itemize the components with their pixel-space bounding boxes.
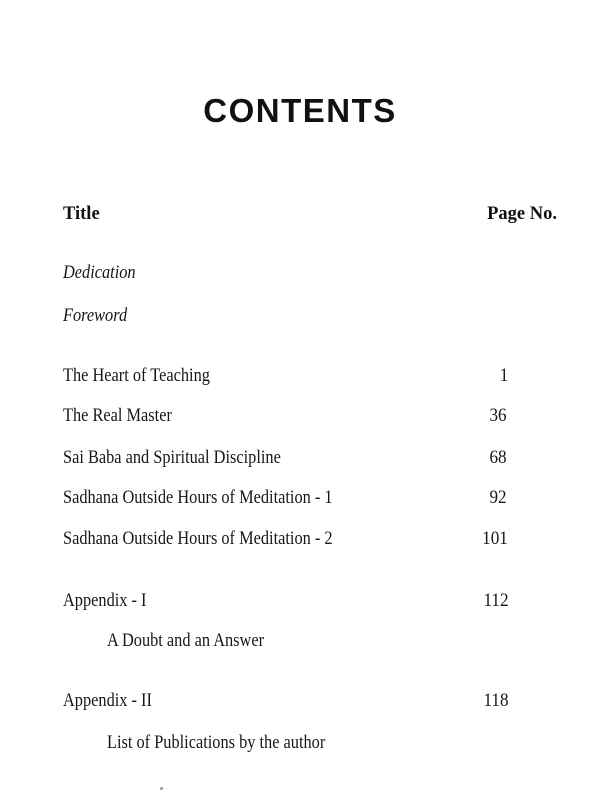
chapter-page: 92	[489, 487, 507, 508]
appendix-page: 112	[483, 590, 509, 611]
chapter-title: The Real Master	[63, 405, 172, 426]
chapter-page: 101	[482, 528, 508, 549]
page-title: CONTENTS	[203, 92, 397, 129]
column-header-page: Page No.	[487, 204, 557, 224]
scan-speck	[160, 787, 163, 790]
appendix-page: 118	[483, 690, 509, 711]
chapter-page: 68	[489, 447, 507, 468]
front-matter-foreword: Foreword	[63, 305, 128, 326]
appendix-title: Appendix - I	[63, 590, 147, 611]
chapter-title: Sai Baba and Spiritual Discipline	[63, 447, 281, 468]
appendix-subtitle: List of Publications by the author	[107, 732, 326, 753]
appendix-subtitle: A Doubt and an Answer	[107, 630, 265, 651]
appendix-title: Appendix - II	[63, 690, 152, 711]
chapter-page: 36	[489, 405, 507, 426]
chapter-title: Sadhana Outside Hours of Meditation - 1	[63, 487, 333, 508]
chapter-title: The Heart of Teaching	[63, 365, 210, 386]
chapter-page: 1	[499, 365, 509, 386]
column-header-title: Title	[63, 204, 100, 224]
chapter-title: Sadhana Outside Hours of Meditation - 2	[63, 528, 333, 549]
front-matter-dedication: Dedication	[63, 262, 136, 283]
